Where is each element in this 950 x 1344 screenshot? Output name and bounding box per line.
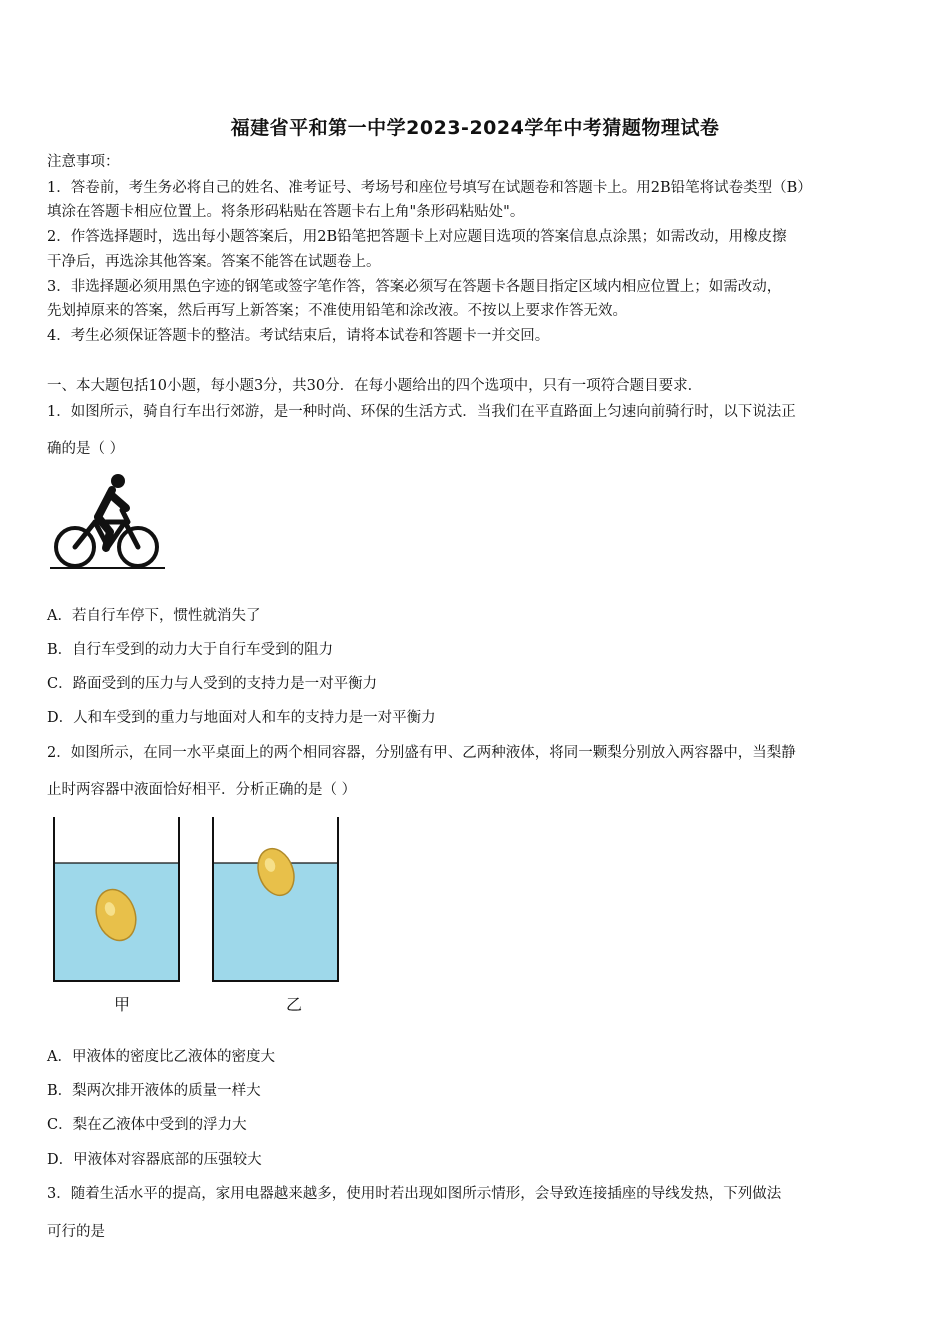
q1-option-a: A．若自行车停下，惯性就消失了 <box>47 608 261 624</box>
cyclist-figure <box>50 470 165 572</box>
question-3-stem-cont: 可行的是 <box>47 1224 105 1240</box>
q2-option-b: B．梨两次排开液体的质量一样大 <box>47 1083 261 1099</box>
q1-option-c: C．路面受到的压力与人受到的支持力是一对平衡力 <box>47 676 378 692</box>
question-2-stem-cont: 止时两容器中液面恰好相平．分析正确的是（ ） <box>47 782 357 798</box>
q2-option-a: A．甲液体的密度比乙液体的密度大 <box>47 1049 275 1065</box>
notice-line: 4．考生必须保证答题卡的整洁。考试结束后，请将本试卷和答题卡一并交回。 <box>47 328 550 344</box>
containers-figure <box>50 815 345 987</box>
q2-option-d: D．甲液体对容器底部的压强较大 <box>47 1152 262 1168</box>
notice-line: 先划掉原来的答案，然后再写上新答案；不准使用铅笔和涂改液。不按以上要求作答无效。 <box>47 303 627 319</box>
notice-line: 2．作答选择题时，选出每小题答案后，用2B铅笔把答题卡上对应题目选项的答案信息点涂黑；如需改动，用橡皮擦 <box>47 229 787 245</box>
container-label-b: 乙 <box>286 995 303 1014</box>
question-1-stem-cont: 确的是（ ） <box>47 441 125 457</box>
section-heading: 一、本大题包括10小题，每小题3分，共30分．在每小题给出的四个选项中，只有一项符合题目要求． <box>47 378 703 394</box>
notice-line: 填涂在答题卡相应位置上。将条形码粘贴在答题卡右上角"条形码粘贴处"。 <box>47 204 525 220</box>
question-1-stem: 1．如图所示，骑自行车出行郊游，是一种时尚、环保的生活方式．当我们在平直路面上匀速向前骑行时，以下说法正 <box>47 404 796 420</box>
q1-option-b: B．自行车受到的动力大于自行车受到的阻力 <box>47 642 334 658</box>
notice-line: 干净后，再选涂其他答案。答案不能答在试题卷上。 <box>47 254 381 270</box>
notice-line: 1．答卷前，考生务必将自己的姓名、准考证号、考场号和座位号填写在试题卷和答题卡上。用2B铅笔将试卷类型（B） <box>47 180 812 196</box>
container-label-a: 甲 <box>114 995 131 1014</box>
notice-line: 3．非选择题必须用黑色字迹的钢笔或签字笔作答，答案必须写在答题卡各题目指定区域内相应位置上；如需改动， <box>47 279 782 295</box>
page-title: 福建省平和第一中学2023-2024学年中考猜题物理试卷 <box>230 117 720 139</box>
q1-option-d: D．人和车受到的重力与地面对人和车的支持力是一对平衡力 <box>47 710 436 726</box>
question-3-stem: 3．随着生活水平的提高，家用电器越来越多，使用时若出现如图所示情形，会导致连接插座的导线发热，下列做法 <box>47 1186 782 1202</box>
question-2-stem: 2．如图所示，在同一水平桌面上的两个相同容器，分别盛有甲、乙两种液体，将同一颗梨分别放入两容器中，当梨静 <box>47 745 796 761</box>
q2-option-c: C．梨在乙液体中受到的浮力大 <box>47 1117 247 1133</box>
notice-heading: 注意事项： <box>47 154 120 170</box>
